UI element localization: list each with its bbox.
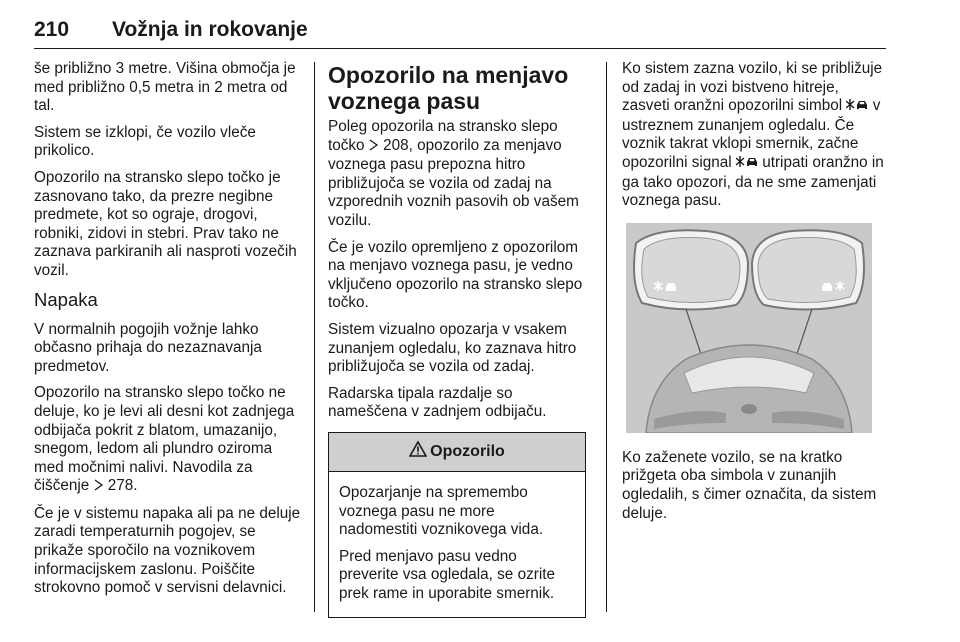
- paragraph-text: utripati oranžno in ga tako opozori, da ne sme zamenjati voznega pasu.: [622, 153, 884, 210]
- paragraph: V normalnih pogojih vožnje lahko občasno prihaja do nezaznavanja predmetov.: [34, 320, 262, 375]
- section-title: [328, 62, 586, 114]
- warning-title: Opozorilo: [430, 442, 505, 460]
- paragraph: Opozarjanje na spremembo voznega pasu ne more nadomestiti voznikovega vida.: [339, 483, 544, 539]
- warning-box: [328, 432, 586, 619]
- reference-arrow-icon: [94, 478, 104, 497]
- paragraph: Radarska tipala razdalje so nameščena v zadnjem odbijaču.: [328, 384, 547, 421]
- right-mirror: [752, 230, 864, 309]
- column-divider: [314, 62, 315, 612]
- paragraph: Sistem se izklopi, če vozilo vleče prikolico.: [34, 123, 256, 160]
- paragraph: Sistem vizualno opozarja v vsakem zunanjem ogledalu, ko zaznava hitro približujoča se vozila od zadaj.: [328, 320, 577, 376]
- blind-spot-warning-icon: [846, 98, 868, 117]
- paragraph: Če je vozilo opremljeno z opozorilom na menjavo voznega pasu, je vedno vključeno opozorilo na stransko slepo točko.: [328, 238, 583, 312]
- mirror-illustration: [626, 223, 872, 433]
- page-reference-link[interactable]: 208: [383, 136, 409, 154]
- column-right: [622, 60, 888, 531]
- paragraph-text: Poleg opozorila na stransko slepo točko: [328, 118, 558, 154]
- chapter-title: Vožnja in rokovanje: [112, 18, 308, 41]
- paragraph: Ko zaženete vozilo, se na kratko prižgeta oba simbola v zunanjih ogledalih, s čimer označita, da sistem deluje.: [622, 448, 877, 522]
- warning-body: [329, 472, 585, 618]
- paragraph: Pred menjavo pasu vedno preverite vsa ogledala, se ozrite prek rame in uporabite smernik.: [339, 547, 555, 602]
- page-reference-link[interactable]: 278.: [107, 477, 138, 495]
- page-number: 210: [34, 18, 70, 41]
- paragraph: še približno 3 metre. Višina območja je med približno 0,5 metra in 2 metra od tal.: [34, 60, 296, 115]
- header-rule: [34, 48, 886, 49]
- warning-header: [329, 433, 585, 472]
- reference-arrow-icon: [369, 138, 379, 157]
- section-title-line: voznega pasu: [328, 88, 481, 114]
- paragraph-text: v ustreznem zunanjem ogledalu. Če voznik takrat vklopi smernik, začne opozorilni signal: [622, 97, 881, 171]
- paragraph: Če je v sistemu napaka ali pa ne deluje zaradi temperaturnih pogojev, se prikaže sporočilo na voznikovem informacijskem zaslonu. Poiščite strokovno pomoč v servisni delavnici.: [34, 504, 301, 597]
- left-mirror: [634, 230, 748, 309]
- fault-heading: Napaka: [34, 288, 98, 310]
- blind-spot-warning-icon: [736, 155, 758, 174]
- column-divider: [606, 62, 607, 612]
- paragraph: Opozorilo na stransko slepo točko je zasnovano tako, da prezre negibne predmete, kot so ograje, drogovi, robniki, zidovi in stebri. Prav tako ne zaznava parkiranih ali nasproti vozečih vozil.: [34, 168, 297, 279]
- paragraph-text: Opozorilo na stransko slepo točko ne deluje, ko je levi ali desni kot zadnjega odbijača pokrit z blatom, umazanijo, snegom, ledom ali plundro oziroma med močnimi nalivi. Navodila za čiščenje: [34, 384, 295, 495]
- paragraph: [34, 384, 302, 497]
- warning-triangle-icon: [409, 441, 430, 462]
- section-title-line: Opozorilo na menjavo: [328, 62, 569, 88]
- paragraph-text: Ko sistem zazna vozilo, ki se približuje od zadaj in vozi bistveno hitreje, zasveti oranžni opozorilni simbol: [622, 60, 883, 115]
- paragraph: [622, 60, 888, 211]
- paragraph: [328, 118, 586, 231]
- page-header: [34, 10, 886, 50]
- paragraph-text: , opozorilo za menjavo voznega pasu prepozna hitro približujoča se vozila od zadaj na vzporednih voznih pasovih ob vašem vozilu.: [328, 136, 579, 229]
- column-middle: [328, 60, 586, 618]
- column-left: [34, 60, 302, 606]
